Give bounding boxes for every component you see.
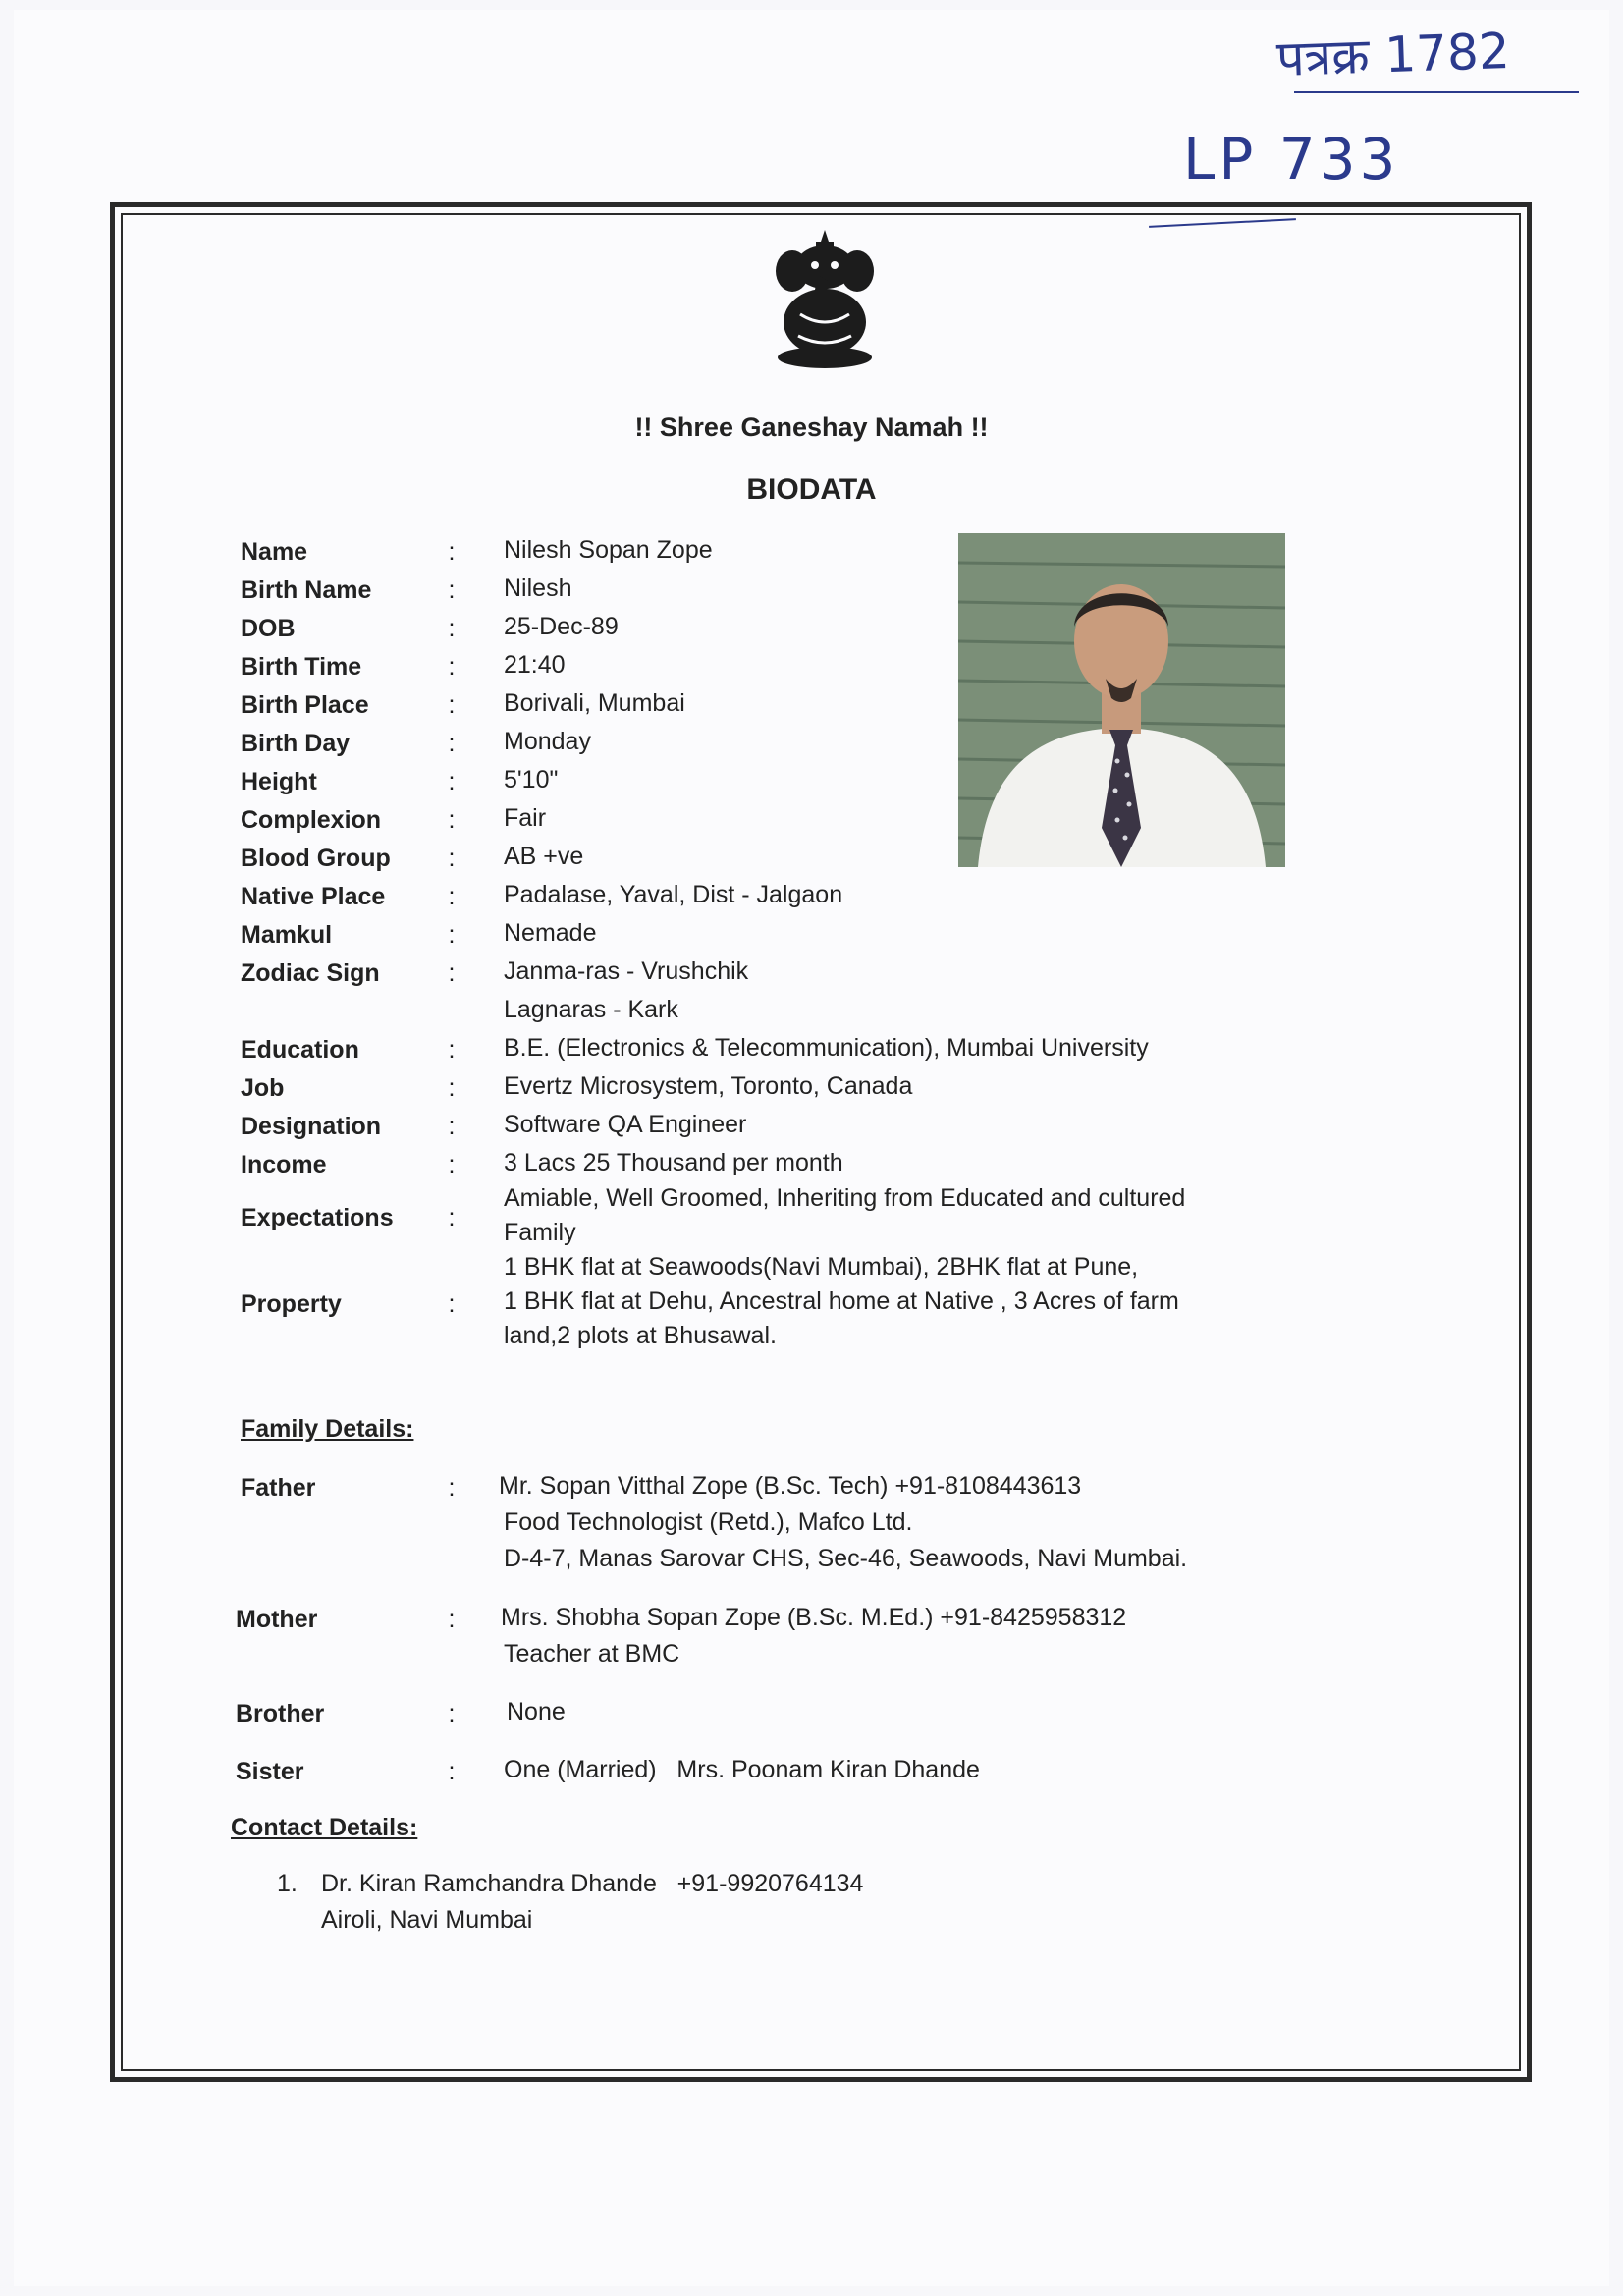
separator: : (448, 845, 456, 872)
value-brother: None (507, 1698, 566, 1725)
separator: : (448, 730, 456, 757)
separator: : (448, 576, 456, 604)
value-father-line1: Mr. Sopan Vitthal Zope (B.Sc. Tech) +91-8108443613 (499, 1472, 1082, 1500)
value-birth-time: 21:40 (504, 651, 566, 679)
separator: : (448, 806, 456, 834)
label-sister: Sister (236, 1758, 304, 1785)
separator: : (448, 1204, 456, 1231)
value-birth-name: Nilesh (504, 574, 572, 602)
value-zodiac-sign: Janma-ras - Vrushchik (504, 957, 749, 985)
label-designation: Designation (241, 1113, 382, 1140)
contact-item-number: 1. (277, 1870, 298, 1897)
separator: : (448, 959, 456, 987)
family-details-heading: Family Details: (241, 1415, 414, 1443)
label-mother: Mother (236, 1606, 318, 1633)
contact-item-line1: Dr. Kiran Ramchandra Dhande +91-9920764134 (321, 1870, 864, 1897)
value-job: Evertz Microsystem, Toronto, Canada (504, 1072, 913, 1100)
value-income: 3 Lacs 25 Thousand per month (504, 1149, 843, 1176)
label-blood-group: Blood Group (241, 845, 391, 872)
value-designation: Software QA Engineer (504, 1111, 747, 1138)
separator: : (448, 1113, 456, 1140)
separator: : (448, 615, 456, 642)
separator: : (448, 1151, 456, 1178)
value-complexion: Fair (504, 804, 547, 832)
handwritten-underline (1294, 91, 1579, 93)
value-blood-group: AB +ve (504, 843, 584, 870)
label-job: Job (241, 1074, 285, 1102)
separator: : (448, 1036, 456, 1064)
value-father-line3: D-4-7, Manas Sarovar CHS, Sec-46, Seawoods, Navi Mumbai. (504, 1545, 1188, 1572)
label-birth-time: Birth Time (241, 653, 362, 681)
label-zodiac-sign: Zodiac Sign (241, 959, 380, 987)
contact-details-heading: Contact Details: (231, 1814, 418, 1841)
label-dob: DOB (241, 615, 296, 642)
value-native-place: Padalase, Yaval, Dist - Jalgaon (504, 881, 843, 908)
value-father-line2: Food Technologist (Retd.), Mafco Ltd. (504, 1508, 913, 1536)
label-property: Property (241, 1290, 342, 1318)
label-brother: Brother (236, 1700, 325, 1727)
label-height: Height (241, 768, 317, 795)
label-complexion: Complexion (241, 806, 382, 834)
label-birth-name: Birth Name (241, 576, 372, 604)
label-education: Education (241, 1036, 359, 1064)
value-education: B.E. (Electronics & Telecommunication), Mumbai University (504, 1034, 1149, 1062)
separator: : (448, 1474, 456, 1502)
value-mother-line2: Teacher at BMC (504, 1640, 680, 1667)
separator: : (448, 1074, 456, 1102)
handwritten-code: LP 733 (1183, 126, 1400, 192)
value-birth-place: Borivali, Mumbai (504, 689, 685, 717)
separator: : (448, 1758, 456, 1785)
label-name: Name (241, 538, 308, 566)
separator: : (448, 883, 456, 910)
contact-item-line2: Airoli, Navi Mumbai (321, 1906, 533, 1934)
value-name: Nilesh Sopan Zope (504, 536, 713, 564)
label-father: Father (241, 1474, 316, 1502)
invocation-heading: !! Shree Ganeshay Namah !! (634, 412, 989, 442)
label-native-place: Native Place (241, 883, 386, 910)
handwritten-annotation-top: पत्रक्र 1782 (1275, 22, 1511, 88)
value-property-line1: 1 BHK flat at Seawoods(Navi Mumbai), 2BHK flat at Pune, (504, 1253, 1139, 1281)
value-sister: One (Married) Mrs. Poonam Kiran Dhande (504, 1756, 980, 1783)
profile-photo (958, 533, 1285, 867)
value-mamkul: Nemade (504, 919, 597, 947)
separator: : (448, 1606, 456, 1633)
value-zodiac-sign-line2: Lagnaras - Kark (504, 996, 678, 1023)
separator: : (448, 921, 456, 949)
value-height: 5'10" (504, 766, 559, 793)
value-birth-day: Monday (504, 728, 591, 755)
value-property-line3: land,2 plots at Bhusawal. (504, 1322, 777, 1349)
separator: : (448, 768, 456, 795)
label-income: Income (241, 1151, 327, 1178)
value-expectations-line1: Amiable, Well Groomed, Inheriting from Educated and cultured (504, 1184, 1186, 1212)
label-birth-day: Birth Day (241, 730, 351, 757)
separator: : (448, 1290, 456, 1318)
label-birth-place: Birth Place (241, 691, 369, 719)
separator: : (448, 1700, 456, 1727)
label-mamkul: Mamkul (241, 921, 333, 949)
ganesha-icon (771, 228, 879, 370)
value-property-line2: 1 BHK flat at Dehu, Ancestral home at Native , 3 Acres of farm (504, 1287, 1179, 1315)
separator: : (448, 538, 456, 566)
value-dob: 25-Dec-89 (504, 613, 619, 640)
page-title: BIODATA (746, 473, 877, 506)
value-expectations-line2: Family (504, 1219, 576, 1246)
value-mother-line1: Mrs. Shobha Sopan Zope (B.Sc. M.Ed.) +91-8425958312 (501, 1604, 1127, 1631)
separator: : (448, 653, 456, 681)
separator: : (448, 691, 456, 719)
label-expectations: Expectations (241, 1204, 394, 1231)
